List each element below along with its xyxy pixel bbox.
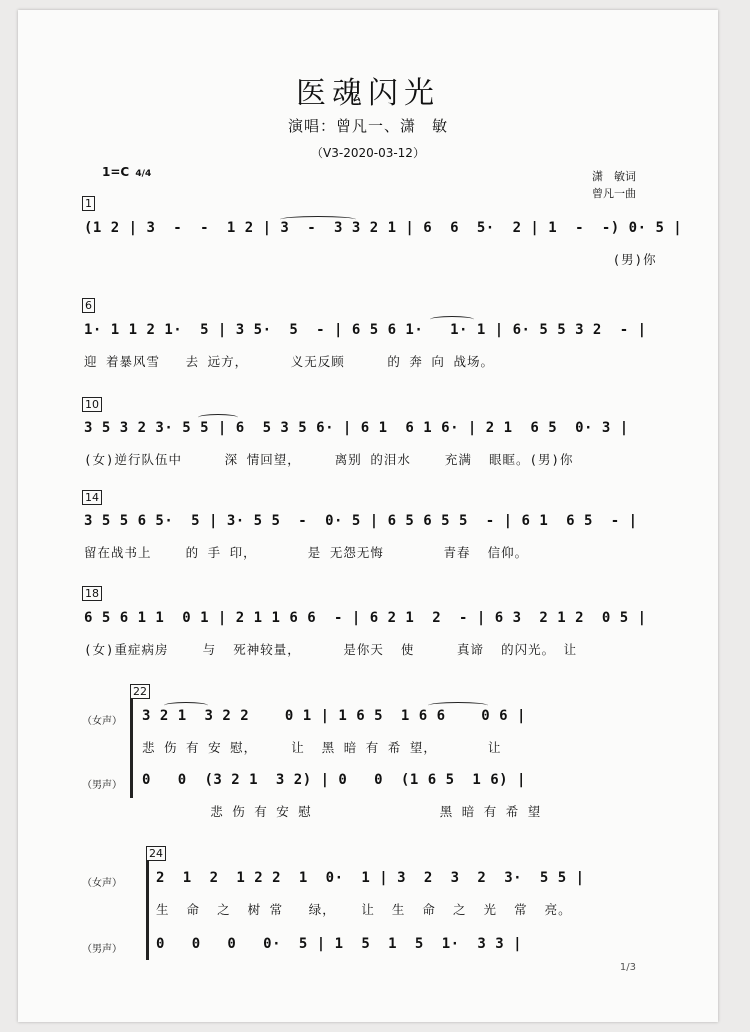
measure-number: 1 [82, 196, 95, 211]
measure-number: 10 [82, 397, 102, 412]
measure-number: 24 [146, 846, 166, 861]
female-part-label: （女声） [82, 878, 122, 889]
slur [428, 702, 488, 709]
composer: 曾凡一曲 [592, 187, 636, 200]
male-lyrics: 悲 伤 有 安 慰 黑 暗 有 希 望 [142, 804, 542, 819]
version-label: （V3-2020-03-12） [311, 146, 425, 160]
female-melody: 3 2 1 3 2 2 0 1 | 1 6 5 1 6 6 0 6 | [142, 708, 526, 724]
male-part-label: （男声） [82, 944, 122, 955]
female-melody: 2 1 2 1 2 2 1 0· 1 | 3 2 3 2 3· 5 5 | [156, 870, 585, 886]
measure-number: 14 [82, 490, 102, 505]
song-title: 医魂闪光 [296, 76, 440, 111]
slur [164, 702, 208, 709]
female-part-label: （女声） [82, 716, 122, 727]
singers-line: 演唱：曾凡一、潇 敏 [287, 117, 448, 135]
melody-line: (1 2 | 3 - - 1 2 | 3 - 3 3 2 1 | 6 6 5· 2 | 1 - -) 0· 5 | [84, 220, 683, 236]
lyrics-line: (女)逆行队伍中 深 情回望， 离别 的泪水 充满 眼眶。(男)你 [84, 452, 574, 467]
time-signature: 4/4 [135, 169, 152, 179]
female-lyrics: 生 命 之 树 常 绿， 让 生 命 之 光 常 亮。 [156, 902, 572, 917]
melody-line: 3 5 5 6 5· 5 | 3· 5 5 - 0· 5 | 6 5 6 5 5 - | 6 1 6 5 - | [84, 513, 638, 529]
slur [280, 216, 356, 223]
system-brace [130, 686, 133, 798]
lyrics-line: 迎 着暴风雪 去 远方， 义无反顾 的 奔 向 战场。 [84, 354, 494, 369]
system-brace [146, 848, 149, 960]
male-part-label: （男声） [82, 780, 122, 791]
page-number: 1/3 [619, 962, 636, 973]
melody-line: 6 5 6 1 1 0 1 | 2 1 1 6 6 - | 6 2 1 2 - | 6 3 2 1 2 0 5 | [84, 610, 647, 626]
key-label: 1=C [102, 165, 130, 179]
male-melody: 0 0 (3 2 1 3 2) | 0 0 (1 6 5 1 6) | [142, 772, 526, 788]
slur [198, 414, 238, 421]
credits [592, 168, 636, 202]
lyrics-line: 留在战书上 的 手 印， 是 无怨无悔 青春 信仰。 [84, 545, 529, 560]
measure-number: 22 [130, 684, 150, 699]
melody-line: 1· 1 1 2 1· 5 | 3 5· 5 - | 6 5 6 1· 1· 1 | 6· 5 5 3 2 - | [84, 322, 647, 338]
score-page [18, 10, 718, 1022]
lyrics-line: (男)你 [84, 252, 657, 267]
lyricist: 潇 敏词 [592, 170, 636, 183]
melody-line: 3 5 3 2 3· 5 5 | 6 5 3 5 6· | 6 1 6 1 6· | 2 1 6 5 0· 3 | [84, 420, 629, 436]
measure-number: 18 [82, 586, 102, 601]
key-signature [102, 165, 151, 179]
female-lyrics: 悲 伤 有 安 慰， 让 黑 暗 有 希 望， 让 [142, 740, 502, 755]
slur [430, 316, 474, 323]
lyrics-line: (女)重症病房 与 死神较量， 是你天 使 真谛 的闪光。 让 [84, 642, 578, 657]
male-melody: 0 0 0 0· 5 | 1 5 1 5 1· 3 3 | [156, 936, 523, 952]
measure-number: 6 [82, 298, 95, 313]
